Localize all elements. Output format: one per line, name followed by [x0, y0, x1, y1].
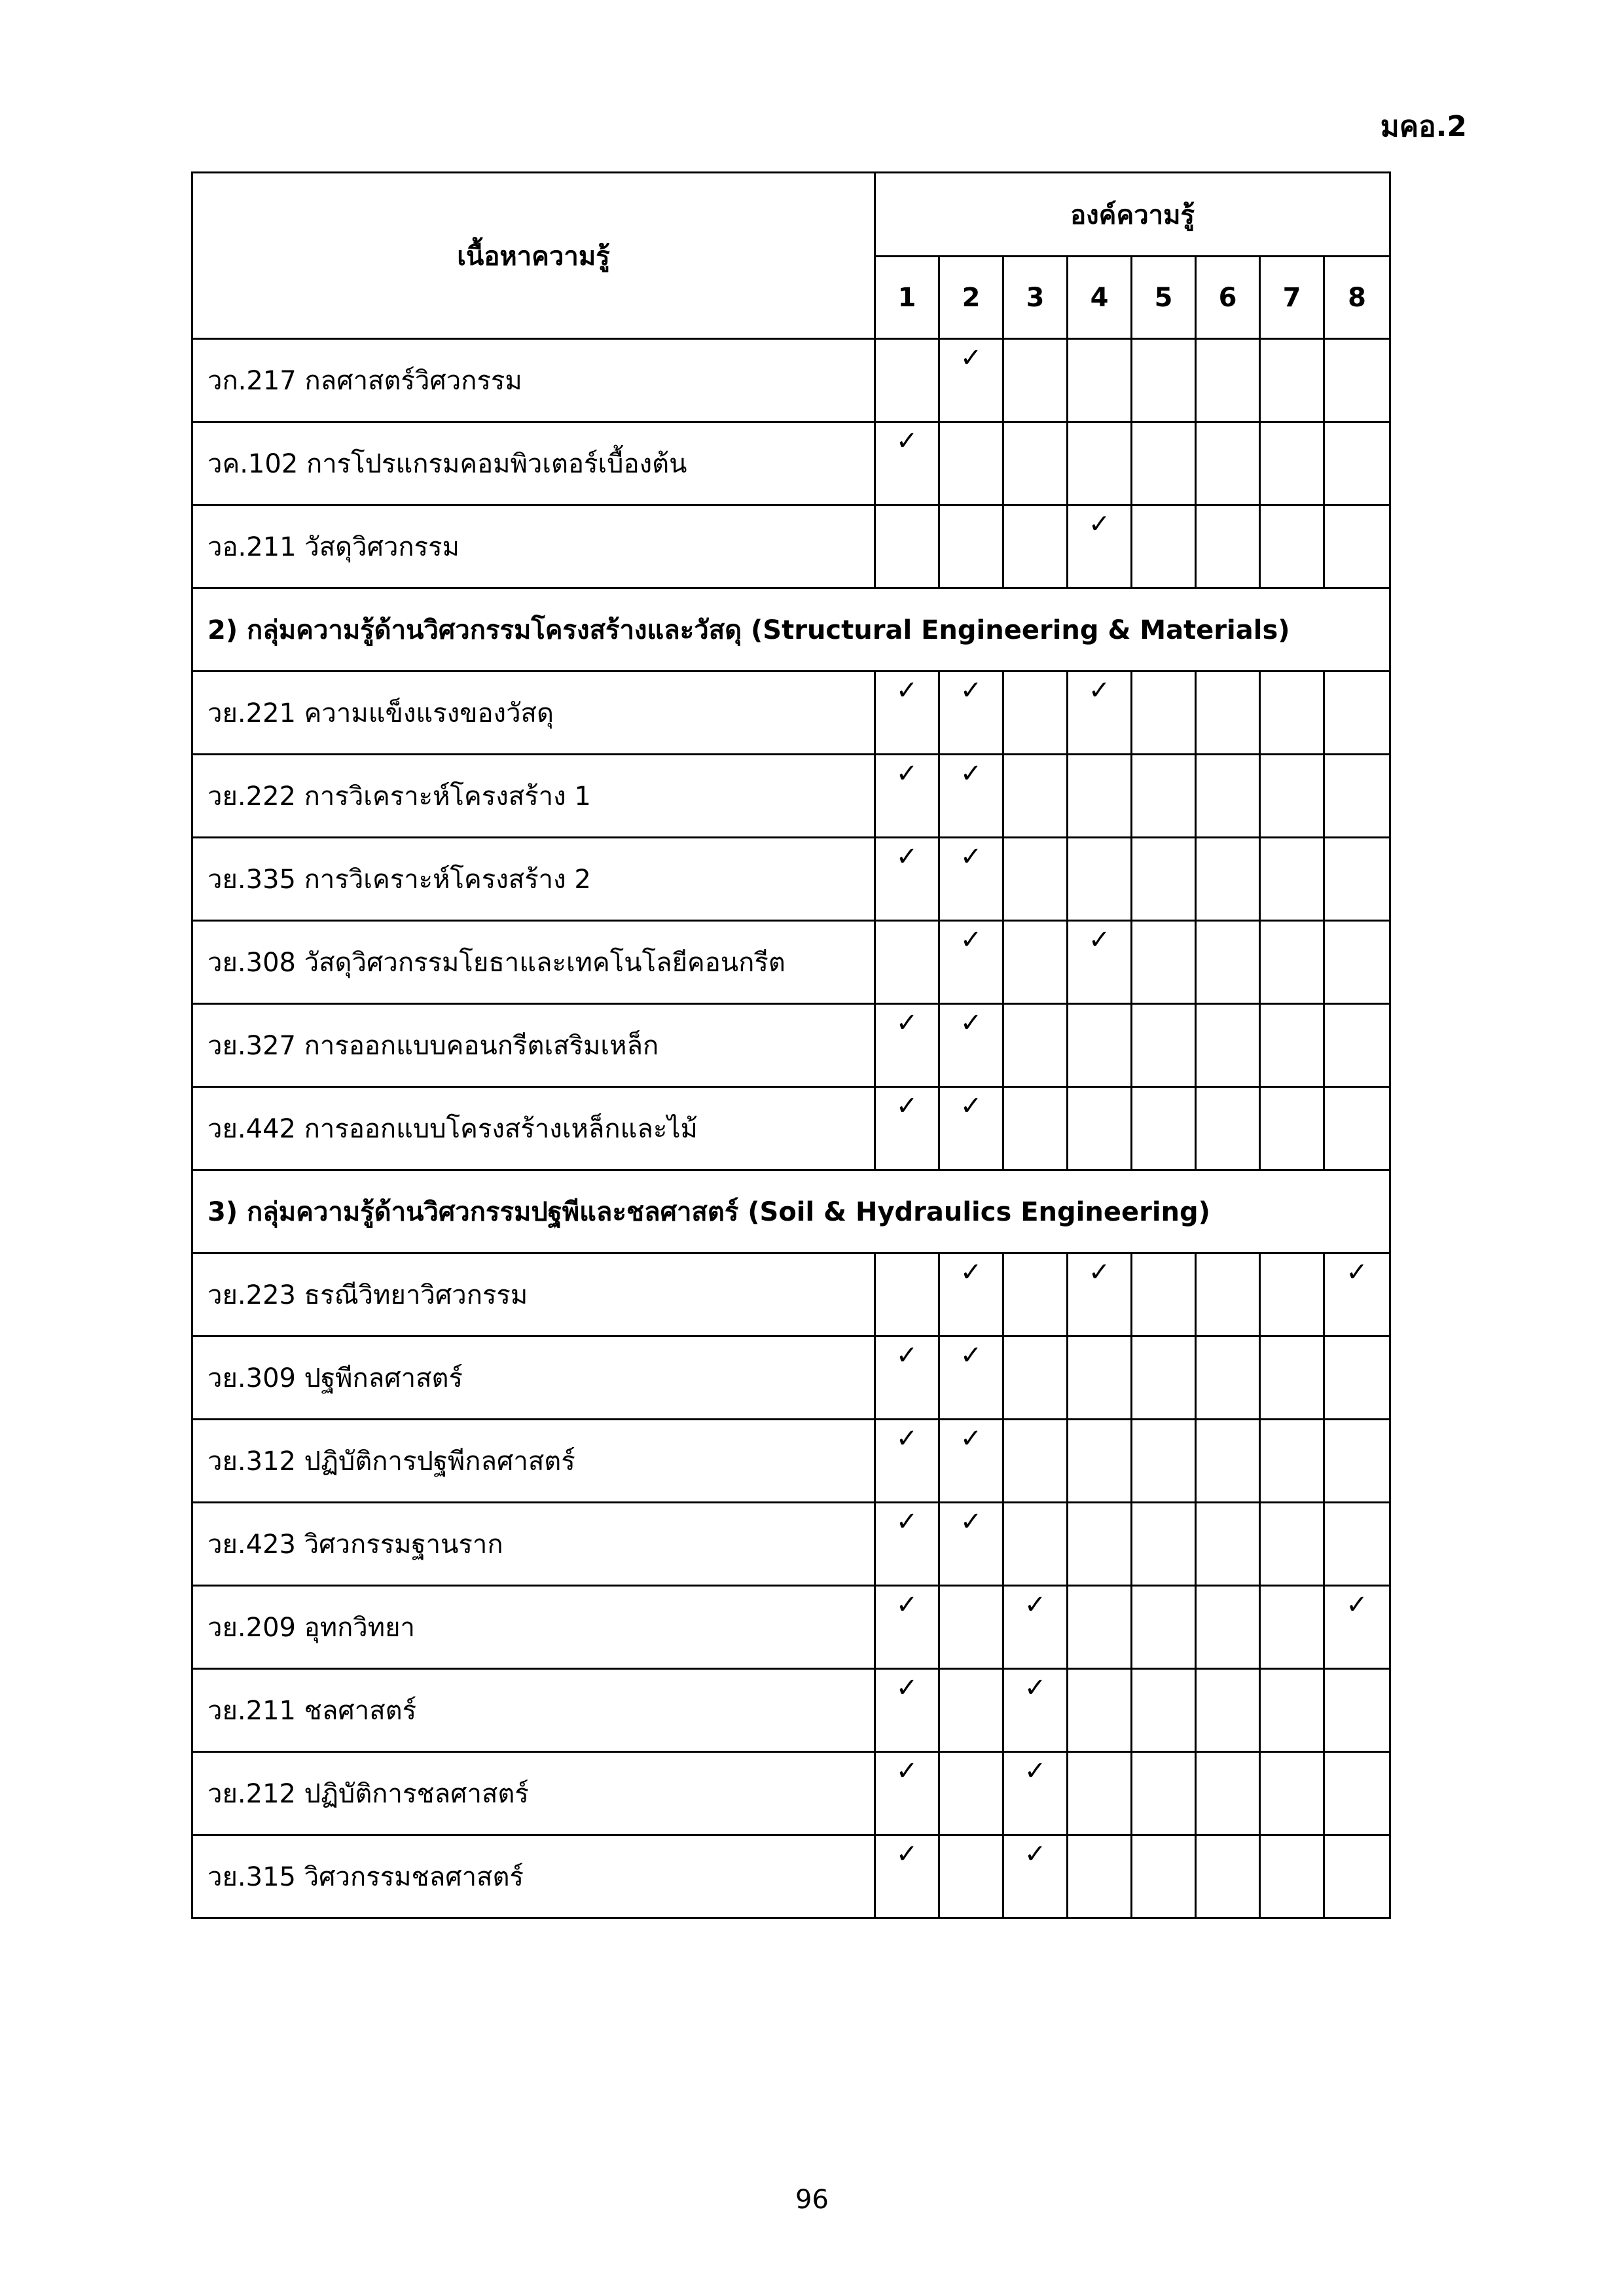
empty-cell — [1132, 1669, 1196, 1752]
course-row — [192, 1586, 1390, 1669]
empty-cell — [1132, 339, 1196, 422]
empty-cell — [1196, 1835, 1260, 1918]
check-mark-icon: ✓ — [939, 1336, 1003, 1420]
section-row — [192, 588, 1390, 672]
empty-cell — [939, 1835, 1003, 1918]
empty-cell — [1132, 505, 1196, 588]
course-name: วค.102 การโปรแกรมคอมพิวเตอร์เบื้องต้น — [192, 422, 875, 505]
empty-cell — [1196, 1253, 1260, 1336]
course-row — [192, 422, 1390, 505]
empty-cell — [1260, 672, 1324, 755]
check-mark-icon: ✓ — [939, 921, 1003, 1004]
check-mark-icon: ✓ — [875, 1752, 939, 1835]
column-number: 2 — [939, 257, 1003, 339]
empty-cell — [875, 505, 939, 588]
check-mark-icon: ✓ — [1068, 1253, 1132, 1336]
empty-cell — [939, 422, 1003, 505]
empty-cell — [1132, 1336, 1196, 1420]
empty-cell — [1132, 755, 1196, 838]
course-row — [192, 505, 1390, 588]
course-name: วย.335 การวิเคราะห์โครงสร้าง 2 — [192, 838, 875, 921]
empty-cell — [1068, 339, 1132, 422]
empty-cell — [1132, 672, 1196, 755]
check-mark-icon: ✓ — [1068, 921, 1132, 1004]
empty-cell — [1068, 1503, 1132, 1586]
empty-cell — [875, 921, 939, 1004]
content-column-heading: เนื้อหาความรู้ — [192, 173, 875, 339]
column-number: 6 — [1196, 257, 1260, 339]
knowledge-group-heading: องค์ความรู้ — [875, 173, 1390, 257]
empty-cell — [1068, 1835, 1132, 1918]
empty-cell — [1068, 755, 1132, 838]
course-name: วย.222 การวิเคราะห์โครงสร้าง 1 — [192, 755, 875, 838]
empty-cell — [1196, 1087, 1260, 1170]
empty-cell — [1068, 422, 1132, 505]
empty-cell — [1260, 1835, 1324, 1918]
empty-cell — [1003, 755, 1068, 838]
empty-cell — [1003, 1253, 1068, 1336]
course-row — [192, 838, 1390, 921]
check-mark-icon: ✓ — [1324, 1586, 1390, 1669]
empty-cell — [1260, 1087, 1324, 1170]
check-mark-icon: ✓ — [1068, 505, 1132, 588]
empty-cell — [1324, 1336, 1390, 1420]
knowledge-matrix-table — [191, 171, 1391, 1919]
course-name: วย.209 อุทกวิทยา — [192, 1586, 875, 1669]
empty-cell — [1068, 1752, 1132, 1835]
check-mark-icon: ✓ — [875, 838, 939, 921]
column-number: 1 — [875, 257, 939, 339]
course-name: วย.221 ความแข็งแรงของวัสดุ — [192, 672, 875, 755]
empty-cell — [1324, 1004, 1390, 1087]
empty-cell — [1132, 1253, 1196, 1336]
empty-cell — [1324, 505, 1390, 588]
column-number: 4 — [1068, 257, 1132, 339]
empty-cell — [1196, 505, 1260, 588]
empty-cell — [1132, 838, 1196, 921]
check-mark-icon: ✓ — [1003, 1669, 1068, 1752]
check-mark-icon: ✓ — [875, 1503, 939, 1586]
check-mark-icon: ✓ — [1003, 1835, 1068, 1918]
check-mark-icon: ✓ — [939, 339, 1003, 422]
empty-cell — [1324, 672, 1390, 755]
empty-cell — [1196, 422, 1260, 505]
empty-cell — [1003, 422, 1068, 505]
check-mark-icon: ✓ — [875, 1087, 939, 1170]
empty-cell — [1003, 1503, 1068, 1586]
course-name: วย.423 วิศวกรรมฐานราก — [192, 1503, 875, 1586]
course-row — [192, 339, 1390, 422]
empty-cell — [1068, 1087, 1132, 1170]
check-mark-icon: ✓ — [875, 1004, 939, 1087]
empty-cell — [1132, 1503, 1196, 1586]
column-number: 5 — [1132, 257, 1196, 339]
course-name: วก.217 กลศาสตร์วิศวกรรม — [192, 339, 875, 422]
course-name: วย.327 การออกแบบคอนกรีตเสริมเหล็ก — [192, 1004, 875, 1087]
check-mark-icon: ✓ — [1068, 672, 1132, 755]
course-row — [192, 1087, 1390, 1170]
check-mark-icon: ✓ — [939, 1087, 1003, 1170]
check-mark-icon: ✓ — [939, 1004, 1003, 1087]
empty-cell — [1132, 1004, 1196, 1087]
empty-cell — [1260, 921, 1324, 1004]
empty-cell — [1196, 1586, 1260, 1669]
empty-cell — [1324, 422, 1390, 505]
document-code: มคอ.2 — [1380, 110, 1467, 143]
course-name: วย.223 ธรณีวิทยาวิศวกรรม — [192, 1253, 875, 1336]
course-row — [192, 921, 1390, 1004]
empty-cell — [1003, 838, 1068, 921]
empty-cell — [1196, 755, 1260, 838]
check-mark-icon: ✓ — [875, 1586, 939, 1669]
empty-cell — [1132, 1835, 1196, 1918]
empty-cell — [1196, 838, 1260, 921]
empty-cell — [1003, 1004, 1068, 1087]
course-name: วย.312 ปฏิบัติการปฐพีกลศาสตร์ — [192, 1420, 875, 1503]
course-name: วย.315 วิศวกรรมชลศาสตร์ — [192, 1835, 875, 1918]
course-row — [192, 1669, 1390, 1752]
check-mark-icon: ✓ — [939, 1253, 1003, 1336]
course-row — [192, 1004, 1390, 1087]
empty-cell — [1003, 1087, 1068, 1170]
empty-cell — [1132, 1586, 1196, 1669]
empty-cell — [1196, 1503, 1260, 1586]
empty-cell — [1068, 1586, 1132, 1669]
check-mark-icon: ✓ — [875, 755, 939, 838]
empty-cell — [1260, 755, 1324, 838]
empty-cell — [1324, 1669, 1390, 1752]
check-mark-icon: ✓ — [939, 672, 1003, 755]
empty-cell — [1260, 339, 1324, 422]
empty-cell — [1003, 921, 1068, 1004]
empty-cell — [1324, 921, 1390, 1004]
empty-cell — [1196, 672, 1260, 755]
section-heading: 2) กลุ่มความรู้ด้านวิศวกรรมโครงสร้างและวัสดุ (Structural Engineering & Materials) — [192, 588, 1390, 672]
empty-cell — [1260, 1004, 1324, 1087]
empty-cell — [1324, 339, 1390, 422]
empty-cell — [1196, 1004, 1260, 1087]
empty-cell — [1132, 1752, 1196, 1835]
empty-cell — [1132, 1087, 1196, 1170]
section-row — [192, 1170, 1390, 1253]
empty-cell — [939, 505, 1003, 588]
empty-cell — [1260, 422, 1324, 505]
empty-cell — [1260, 838, 1324, 921]
empty-cell — [1260, 1669, 1324, 1752]
empty-cell — [1003, 1420, 1068, 1503]
check-mark-icon: ✓ — [875, 422, 939, 505]
empty-cell — [1068, 1420, 1132, 1503]
empty-cell — [1068, 1004, 1132, 1087]
course-row — [192, 1420, 1390, 1503]
empty-cell — [1260, 505, 1324, 588]
empty-cell — [1003, 1336, 1068, 1420]
course-row — [192, 755, 1390, 838]
check-mark-icon: ✓ — [875, 672, 939, 755]
empty-cell — [1260, 1752, 1324, 1835]
empty-cell — [1132, 422, 1196, 505]
course-name: วอ.211 วัสดุวิศวกรรม — [192, 505, 875, 588]
empty-cell — [1132, 921, 1196, 1004]
column-number: 7 — [1260, 257, 1324, 339]
empty-cell — [1260, 1420, 1324, 1503]
empty-cell — [1324, 838, 1390, 921]
course-row — [192, 1752, 1390, 1835]
empty-cell — [875, 339, 939, 422]
course-row — [192, 1336, 1390, 1420]
check-mark-icon: ✓ — [939, 838, 1003, 921]
check-mark-icon: ✓ — [875, 1336, 939, 1420]
empty-cell — [1196, 1669, 1260, 1752]
check-mark-icon: ✓ — [875, 1669, 939, 1752]
empty-cell — [1003, 339, 1068, 422]
section-heading: 3) กลุ่มความรู้ด้านวิศวกรรมปฐพีและชลศาสตร์ (Soil & Hydraulics Engineering) — [192, 1170, 1390, 1253]
empty-cell — [1324, 755, 1390, 838]
empty-cell — [1260, 1336, 1324, 1420]
check-mark-icon: ✓ — [1324, 1253, 1390, 1336]
empty-cell — [939, 1752, 1003, 1835]
empty-cell — [1068, 1336, 1132, 1420]
check-mark-icon: ✓ — [875, 1420, 939, 1503]
check-mark-icon: ✓ — [939, 755, 1003, 838]
check-mark-icon: ✓ — [1003, 1752, 1068, 1835]
course-row — [192, 672, 1390, 755]
check-mark-icon: ✓ — [875, 1835, 939, 1918]
course-name: วย.212 ปฏิบัติการชลศาสตร์ — [192, 1752, 875, 1835]
empty-cell — [1260, 1586, 1324, 1669]
empty-cell — [1324, 1835, 1390, 1918]
empty-cell — [1196, 1336, 1260, 1420]
course-name: วย.442 การออกแบบโครงสร้างเหล็กและไม้ — [192, 1087, 875, 1170]
column-number: 8 — [1324, 257, 1390, 339]
course-name: วย.211 ชลศาสตร์ — [192, 1669, 875, 1752]
check-mark-icon: ✓ — [939, 1420, 1003, 1503]
check-mark-icon: ✓ — [939, 1503, 1003, 1586]
page-number: 96 — [795, 2185, 829, 2215]
empty-cell — [1068, 1669, 1132, 1752]
empty-cell — [1324, 1087, 1390, 1170]
empty-cell — [1003, 505, 1068, 588]
empty-cell — [1003, 672, 1068, 755]
check-mark-icon: ✓ — [1003, 1586, 1068, 1669]
empty-cell — [1324, 1420, 1390, 1503]
empty-cell — [1260, 1503, 1324, 1586]
empty-cell — [1324, 1503, 1390, 1586]
empty-cell — [1196, 339, 1260, 422]
empty-cell — [1324, 1752, 1390, 1835]
empty-cell — [1132, 1420, 1196, 1503]
column-number: 3 — [1003, 257, 1068, 339]
empty-cell — [1196, 921, 1260, 1004]
course-name: วย.309 ปฐพีกลศาสตร์ — [192, 1336, 875, 1420]
course-row — [192, 1835, 1390, 1918]
course-row — [192, 1253, 1390, 1336]
empty-cell — [939, 1669, 1003, 1752]
empty-cell — [1260, 1253, 1324, 1336]
empty-cell — [1196, 1752, 1260, 1835]
empty-cell — [939, 1586, 1003, 1669]
empty-cell — [875, 1253, 939, 1336]
course-row — [192, 1503, 1390, 1586]
empty-cell — [1196, 1420, 1260, 1503]
empty-cell — [1068, 838, 1132, 921]
course-name: วย.308 วัสดุวิศวกรรมโยธาและเทคโนโลยีคอนกรีต — [192, 921, 875, 1004]
